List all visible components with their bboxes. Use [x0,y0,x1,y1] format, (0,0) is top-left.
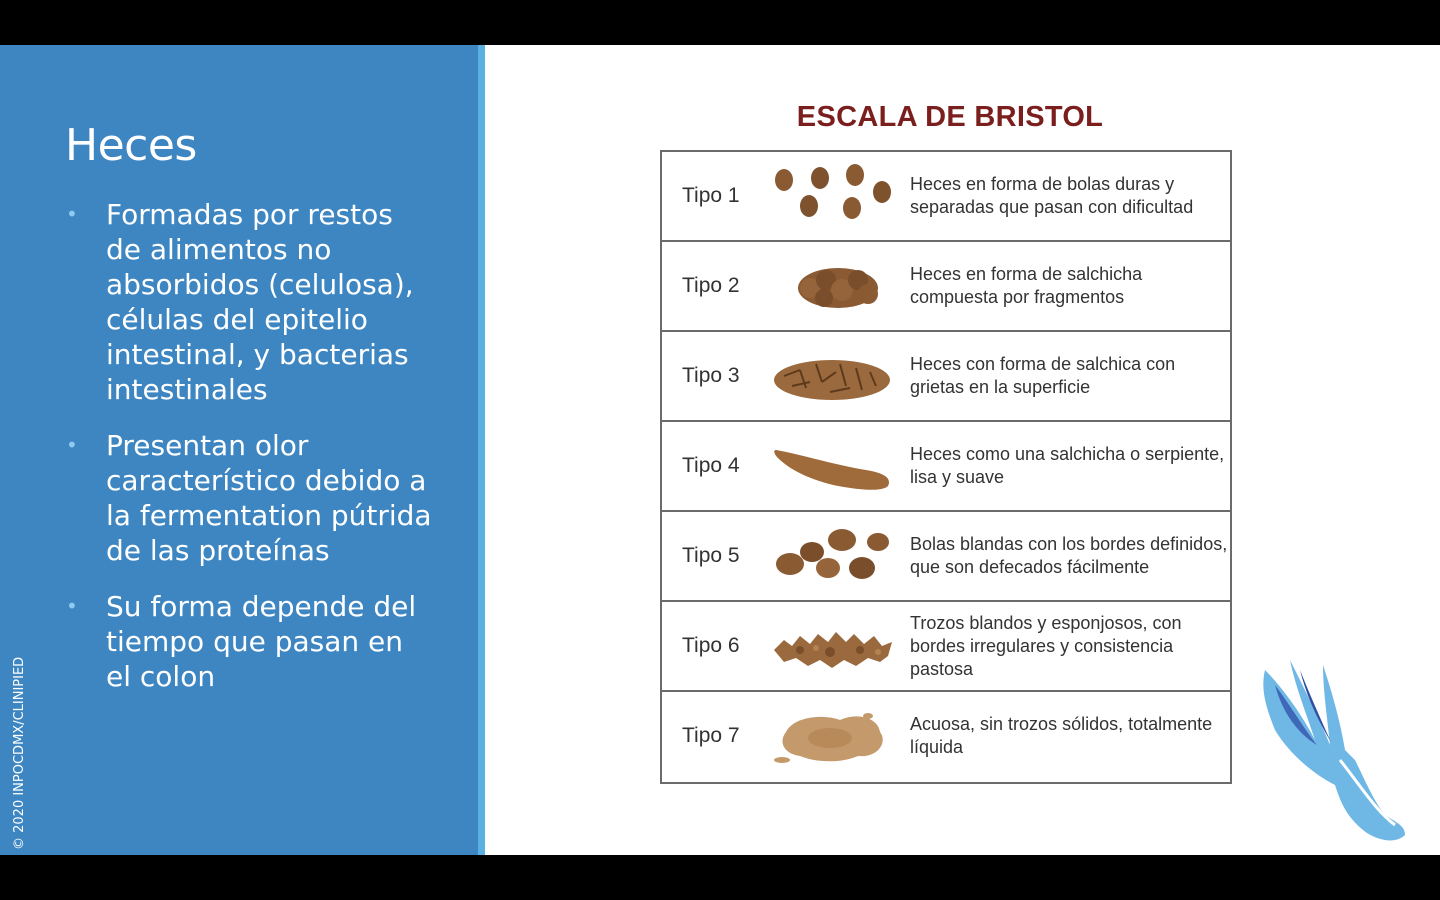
row-description: Acuosa, sin trozos sólidos, totalmente líquida [910,714,1213,757]
bullet-text: Presentan olor característico debido a la fermentation pútrida de las proteínas [106,429,432,567]
bristol-row-5 [662,512,1230,602]
stool-type-7-icon [770,702,895,770]
bristol-scale-title: ESCALA DE BRISTOL [796,101,1104,133]
slide-title: Heces [65,120,197,171]
bristol-scale-table [660,150,1232,784]
row-label: Tipo 1 [682,184,740,207]
bullet-text: Su forma depende del tiempo que pasan en el colon [106,590,417,693]
row-description: Heces como una salchicha o serpiente, lisa y suave [910,444,1225,487]
stool-type-2-icon [770,252,895,320]
bullet-item [66,197,436,407]
bullet-icon: • [66,202,78,226]
bullet-item [66,428,436,568]
row-label: Tipo 7 [682,724,740,747]
slide [0,45,1440,855]
stool-type-4-icon [770,432,895,500]
bullet-icon: • [66,433,78,457]
stool-type-6-icon [770,612,895,680]
row-description: Trozos blandos y esponjosos, con bordes irregulares y consistencia pastosa [910,612,1182,679]
bristol-row-4 [662,422,1230,512]
row-label: Tipo 5 [682,544,740,567]
left-panel [0,45,478,855]
bristol-row-7 [662,692,1230,782]
row-description: Bolas blandas con los bordes definidos, que son defecados fácilmente [910,534,1228,577]
bristol-row-1 [662,152,1230,242]
bullet-icon: • [66,594,78,618]
stool-type-1-icon [770,162,895,230]
bullet-item [66,589,436,694]
bristol-row-6 [662,602,1230,692]
row-label: Tipo 6 [682,634,740,657]
row-description: Heces en forma de salchicha compuesta por fragmentos [910,264,1143,307]
row-description: Heces con forma de salchica con grietas en la superficie [910,354,1176,397]
bristol-row-2 [662,242,1230,332]
row-label: Tipo 4 [682,454,740,477]
bullet-list [66,197,436,715]
copyright-notice: © 2020 INPOCDMX/CLINIPIED [12,656,27,850]
panel-accent-stripe [478,45,485,855]
stool-type-5-icon [770,522,895,590]
bullet-text: Formadas por restos de alimentos no absorbidos (celulosa), células del epitelio intestinal, y bacterias intestinales [106,198,414,406]
bristol-row-3 [662,332,1230,422]
row-label: Tipo 2 [682,274,740,297]
stool-type-3-icon [770,342,895,410]
winged-foot-logo-icon [1245,650,1410,845]
row-description: Heces en forma de bolas duras y separadas que pasan con dificultad [910,174,1194,217]
row-label: Tipo 3 [682,364,740,387]
